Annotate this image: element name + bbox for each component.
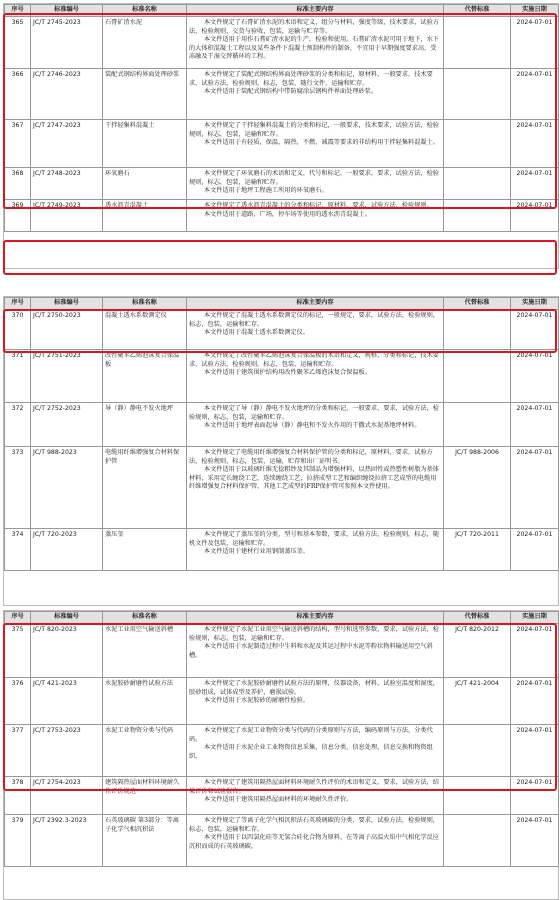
standard-code: JC/T 2749-2023 <box>31 200 103 232</box>
content-paragraph: 本文件适用于装配式钢结构中带防腐涂层钢构件界面处理砂浆。 <box>203 88 378 96</box>
column-header: 标准编号 <box>31 298 103 310</box>
table-row <box>5 529 559 571</box>
standard-name: 石膏矿渣水泥 <box>103 17 187 69</box>
column-header: 代替标准 <box>444 5 511 17</box>
table-row <box>5 725 559 777</box>
content-paragraph: 本文件规定了改性聚苯乙烯泡沫复合保温板的术语和定义，规格，分类和标记，技术要求，试验方法，检验规则，标志，包装，运输和贮存。 <box>189 352 439 368</box>
standard-code: JC/T 2750-2023 <box>31 310 103 350</box>
content-paragraph: 本文件适用于建材行业用钢制蒸压釜。 <box>203 548 310 556</box>
column-header: 标准名称 <box>103 5 187 17</box>
standard-content <box>187 725 444 777</box>
standard-name: 石英玻璃碳 第3部分：等离子化学气相沉积法 <box>103 815 187 867</box>
standards-table-3 <box>3 610 559 900</box>
row-number: 379 <box>5 815 31 867</box>
standard-code: JC/T 2747-2023 <box>31 120 103 168</box>
column-header: 实施日期 <box>511 298 559 310</box>
effective-date: 2024-07-01 <box>511 624 559 678</box>
row-number: 370 <box>5 310 31 350</box>
effective-date: 2024-07-01 <box>511 725 559 777</box>
effective-date: 2024-07-01 <box>511 777 559 815</box>
column-header: 序号 <box>5 5 31 17</box>
column-header: 标准名称 <box>103 612 187 624</box>
effective-date: 2024-07-01 <box>511 403 559 447</box>
content-paragraph: 本文件适用于用作石膏矿渣水泥的生产。检验和使用。石膏矿渣水泥可用于地下，水下的大体积混凝土工程以及某些条件下混凝土预制构件的制备，不宜用于早期强度要求高，受冻融及干湿交替循环的工程。 <box>189 36 439 61</box>
standard-code: JC/T 2753-2023 <box>31 725 103 777</box>
effective-date: 2024-07-01 <box>511 200 559 232</box>
effective-date: 2024-07-01 <box>511 447 559 529</box>
replaced-standard: JC/T 720-2011 <box>444 529 511 571</box>
standard-code: JC/T 2746-2023 <box>31 69 103 120</box>
row-number: 377 <box>5 725 31 777</box>
standard-name: 装配式钢结构界面处理砂浆 <box>103 69 187 120</box>
standard-code: JC/T 2751-2023 <box>31 350 103 403</box>
standard-name: 环氧磨石 <box>103 168 187 200</box>
row-number: 372 <box>5 403 31 447</box>
table-row <box>5 624 559 678</box>
standard-name: 导（静）静电不发火地坪 <box>103 403 187 447</box>
standards-table <box>4 297 559 571</box>
content-paragraph: 本文件规定了混凝土透水系数测定仪的标记，一般规定，要求，试验方法，检验规则，标志，包装，运输和贮存。 <box>189 312 439 328</box>
header-row <box>5 5 559 17</box>
content-paragraph: 本文件适用于建筑用隔热屋面材料的环境耐久性评价。 <box>203 796 353 804</box>
effective-date: 2024-07-01 <box>511 529 559 571</box>
content-paragraph: 本文件规定了透水沥青混凝土的分类和标记，原材料，要求，试验方法，检验规则。 <box>203 202 433 209</box>
replaced-standard <box>444 310 511 350</box>
content-paragraph: 本文件规定了电缆用纤维增强复合材料保护管的分类和标记，原材料，要求，试验方法，检验规则，标志，包装，运输，贮存和出厂证明书。 <box>189 449 433 465</box>
standard-content <box>187 120 444 168</box>
content-paragraph: 本文件适用于地坪表面起导（静）静电和不发火作用的干撒式水泥基地坪材料。 <box>203 422 421 430</box>
content-paragraph: 本文件规定了蒸压釜的分类，型号和基本参数，要求，试验方法，检验规则，标志，随机文件及包装，运输和贮存。 <box>189 531 439 547</box>
replaced-standard <box>444 815 511 867</box>
content-paragraph: 本文件规定了干拌轻集料混凝土的分类和标记，一般要求，技术要求，试验方法，检验规则，标志，包装，运输和贮存。 <box>189 122 439 138</box>
replaced-standard <box>444 200 511 232</box>
row-number: 378 <box>5 777 31 815</box>
replaced-standard <box>444 17 511 69</box>
table-row <box>5 17 559 69</box>
table-row <box>5 120 559 168</box>
standard-name: 水泥胶砂耐磨性试验方法 <box>103 678 187 725</box>
column-header: 实施日期 <box>511 612 559 624</box>
standard-name: 透水沥青混凝土 <box>103 200 187 232</box>
replaced-standard: JC/T 988-2006 <box>444 447 511 529</box>
content-paragraph: 本文件规定了水泥工业物资分类与代码的分类原则与方法，编码原则与方法，分类代码。 <box>189 727 433 743</box>
standard-content <box>187 310 444 350</box>
column-header: 代替标准 <box>444 612 511 624</box>
content-paragraph: 本文件适用于水泥企业工业物资信息采集，信息分类，信息处理，信息交换和物资组织。 <box>189 744 433 760</box>
column-header: 序号 <box>5 298 31 310</box>
standard-code: JC/T 720-2023 <box>31 529 103 571</box>
replaced-standard: JC/T 421-2004 <box>444 678 511 725</box>
standard-content <box>187 17 444 69</box>
header-row <box>5 612 559 624</box>
standards-table <box>4 4 559 232</box>
content-paragraph: 本文件规定了环氧磨石的术语和定义，代号和标记，一般要求，要求，试验方法，检验规则，标志，包装，运输和贮存。 <box>189 170 439 186</box>
table-row <box>5 678 559 725</box>
effective-date: 2024-07-01 <box>511 69 559 120</box>
effective-date: 2024-07-01 <box>511 120 559 168</box>
row-number: 371 <box>5 350 31 403</box>
replaced-standard <box>444 168 511 200</box>
content-paragraph: 本文件适用于水泥制造过程中生料和水泥及其运过程中水泥等粉状物料输送用空气斜槽。 <box>189 643 433 659</box>
row-number: 368 <box>5 168 31 200</box>
standards-table <box>4 611 559 867</box>
standard-code: JC/T 421-2023 <box>31 678 103 725</box>
row-number: 366 <box>5 69 31 120</box>
standard-content <box>187 168 444 200</box>
column-header: 代替标准 <box>444 298 511 310</box>
content-paragraph: 本文件规定了石膏矿渣水泥的术语和定义，组分与材料，强度等级，技术要求，试验方法，检验规则，交货与验收，包装，运输与贮存等。 <box>189 19 439 35</box>
standards-table-1 <box>3 3 559 269</box>
row-number: 373 <box>5 447 31 529</box>
standard-code: JC/T 820-2023 <box>31 624 103 678</box>
effective-date: 2024-07-01 <box>511 678 559 725</box>
replaced-standard <box>444 350 511 403</box>
content-paragraph: 本文件规定了水泥工业用空气输送斜槽的结构，型号和选型参数，要求，试验方法，检验规则，标志，包装，运输和贮存。 <box>189 626 439 642</box>
standard-content <box>187 200 444 232</box>
replaced-standard: JC/T 820-2012 <box>444 624 511 678</box>
effective-date: 2024-07-01 <box>511 815 559 867</box>
standard-code: JC/T 2754-2023 <box>31 777 103 815</box>
content-paragraph: 本文件适用于建筑围护结构用改性聚苯乙烯泡沫复合保温板。 <box>203 369 371 377</box>
standard-code: JC/T 2392.3-2023 <box>31 815 103 867</box>
standard-content <box>187 350 444 403</box>
effective-date: 2024-07-01 <box>511 350 559 403</box>
table-row <box>5 200 559 232</box>
standard-code: JC/T 2752-2023 <box>31 403 103 447</box>
table-row <box>5 350 559 403</box>
standard-code: JC/T 988-2023 <box>31 447 103 529</box>
replaced-standard <box>444 120 511 168</box>
table-row <box>5 168 559 200</box>
standard-name: 蒸压釜 <box>103 529 187 571</box>
content-paragraph: 本文件适用于水泥胶砂的耐磨性检验。 <box>203 697 310 705</box>
standard-name: 建筑隔热屋面材料环境耐久性评价规范 <box>103 777 187 815</box>
content-paragraph: 本文件规定了等离子化学气相沉积法石英玻璃碳的分类，要求，试验方法，检验规则，标志，包装，运输和贮存。 <box>189 817 439 833</box>
row-number: 376 <box>5 678 31 725</box>
standard-content <box>187 777 444 815</box>
standard-content <box>187 529 444 571</box>
content-paragraph: 本文件规定了装配式钢结构界面处理砂浆的分类和标记，原材料，一般要求，技术要求，试验方法，检验规则，标志，包装，随行文件，运输和贮存。 <box>189 71 433 87</box>
effective-date: 2024-07-01 <box>511 17 559 69</box>
row-number: 374 <box>5 529 31 571</box>
content-paragraph: 本文件适用于混凝土透水系数测定仪。 <box>203 329 310 337</box>
column-header: 标准名称 <box>103 298 187 310</box>
table-row <box>5 310 559 350</box>
standard-code: JC/T 2745-2023 <box>31 17 103 69</box>
standard-name: 干拌轻集料混凝土 <box>103 120 187 168</box>
content-paragraph: 本文件适用于有轻质，保温，隔热，不燃，减震等要求的非结构用干拌轻集料混凝土。 <box>203 139 439 147</box>
standard-content <box>187 678 444 725</box>
standard-name: 水泥工业物资分类与代码 <box>103 725 187 777</box>
column-header: 序号 <box>5 612 31 624</box>
content-paragraph: 本文件适用于以四氯化硅等无氢合硅化合物为原料，在等离子高温火焰中气相化学反应沉积而成的石英玻璃碳。 <box>189 834 439 850</box>
row-number: 365 <box>5 17 31 69</box>
standard-name: 混凝土透水系数测定仪 <box>103 310 187 350</box>
column-header: 标准主要内容 <box>187 5 444 17</box>
replaced-standard <box>444 777 511 815</box>
table-row <box>5 447 559 529</box>
row-number: 375 <box>5 624 31 678</box>
content-paragraph: 本文件规定了导（静）静电不发火地坪的分类和标记，一般要求，要求，试验方法，检验规则，标志，包装，运输和贮存。 <box>189 405 439 421</box>
standard-content <box>187 815 444 867</box>
column-header: 实施日期 <box>511 5 559 17</box>
replaced-standard <box>444 69 511 120</box>
standard-content <box>187 624 444 678</box>
standard-content <box>187 69 444 120</box>
table-row <box>5 777 559 815</box>
standard-name: 电缆用纤维增强复合材料保护管 <box>103 447 187 529</box>
effective-date: 2024-07-01 <box>511 310 559 350</box>
standard-content <box>187 447 444 529</box>
effective-date: 2024-07-01 <box>511 168 559 200</box>
row-number: 369 <box>5 200 31 232</box>
standard-name: 改性聚苯乙烯泡沫复合保温板 <box>103 350 187 403</box>
standards-table-2 <box>3 296 559 606</box>
content-paragraph: 本文件适用于道路，广场，停车场等使用的透水沥青混凝土。 <box>203 210 371 218</box>
column-header: 标准编号 <box>31 612 103 624</box>
table-row <box>5 403 559 447</box>
content-paragraph: 本文件适用于以玻璃纤维无捻粗纱及其制品为增强材料，以热固性或热塑性树脂为基体材料，采用定长缠绕工艺，连续缠绕工艺，拉挤成型工艺和编织缠绕拉挤工艺成型的电缆用纤维增强复合材料保护管，其他工艺成型的FRP保护管可参照本文件使用。 <box>189 466 439 491</box>
column-header: 标准主要内容 <box>187 298 444 310</box>
replaced-standard <box>444 403 511 447</box>
column-header: 标准编号 <box>31 5 103 17</box>
standard-name: 水泥工业用空气输送斜槽 <box>103 624 187 678</box>
standard-code: JC/T 2748-2023 <box>31 168 103 200</box>
column-header: 标准主要内容 <box>187 612 444 624</box>
table-row <box>5 69 559 120</box>
table-row <box>5 815 559 867</box>
content-paragraph: 本文件适用于地坪工程施工所用的环氧磨石。 <box>203 187 328 195</box>
row-number: 367 <box>5 120 31 168</box>
standard-content <box>187 403 444 447</box>
content-paragraph: 本文件规定了水泥胶砂耐磨性试验方法的原理，仪器设备，材料，试验室温度和湿度，胶砂组成，试体成型及养护，磨损试验。 <box>189 680 439 696</box>
content-paragraph: 本文件规定了建筑用隔热屋面材料环境耐久性评价的术语和定义，要求，试验方法，结果评价和试验报告。 <box>189 779 439 795</box>
header-row <box>5 298 559 310</box>
replaced-standard <box>444 725 511 777</box>
